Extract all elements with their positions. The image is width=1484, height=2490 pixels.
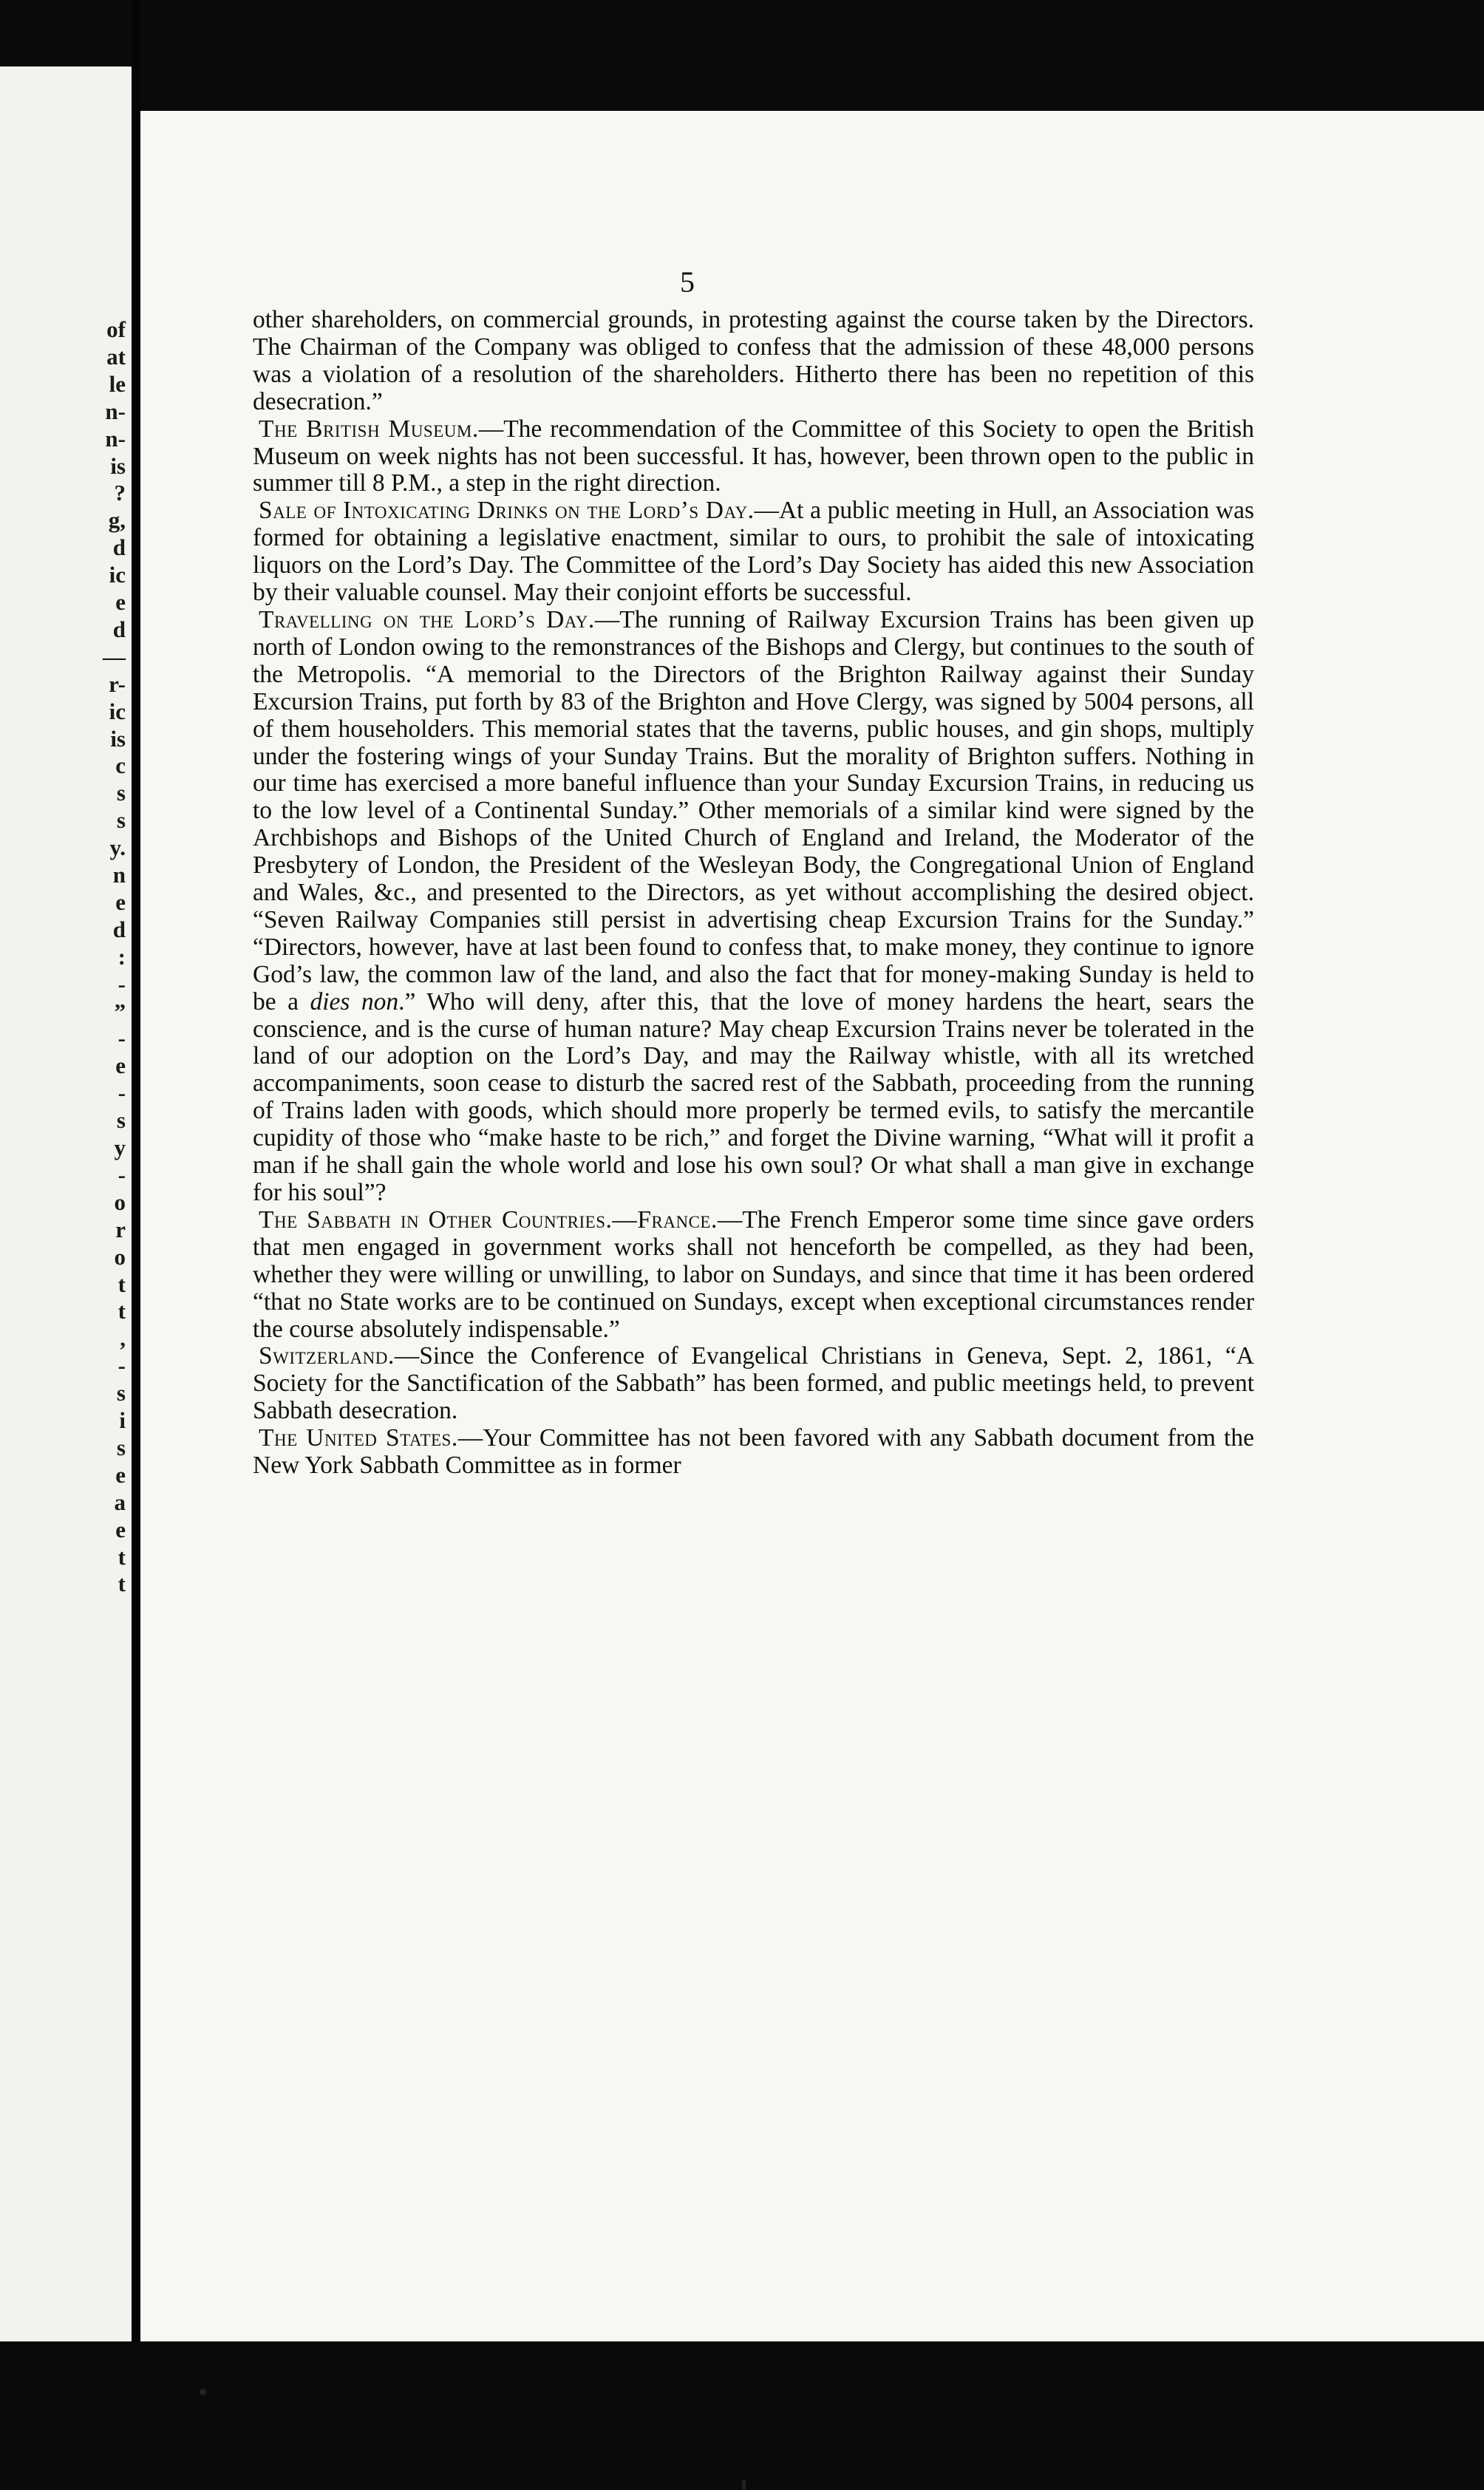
facing-page-fragment: e — [115, 1052, 126, 1079]
facing-page-fragment: at — [106, 343, 126, 370]
facing-page-fragment: s — [116, 780, 126, 806]
facing-page-fragment: is — [110, 725, 126, 752]
facing-page-fragment: - — [118, 1025, 126, 1052]
facing-page-fragment: t — [118, 1543, 126, 1570]
section-heading: The Sabbath in Other Countries.—France. — [259, 1205, 718, 1234]
facing-page-fragment: a — [114, 1489, 126, 1515]
body-paragraph — [253, 416, 1254, 498]
facing-page-fragment: d — [112, 916, 126, 942]
section-heading: Switzerland. — [259, 1342, 395, 1370]
facing-page-fragment: ” — [114, 998, 126, 1024]
paragraph-text: .” Who will deny, after this, that the love of money hardens the heart, sears the conscience, and is the curse of human nature? May cheap Excursion Trains never be tolerated in the land of our adoption on the Lord’s Day, and may the Railway whistle, with all its wretched accompaniments, soon cease to disturb the sacred rest of the Sabbath, proceeding from the running of Trains laden with goods, which should more properly be termed evils, to satisfy the mercantile cupidity of those who “make haste to be rich,” and forget the Divine warning, “What will it profit a man if he shall gain the whole world and lose his own soul? Or what shall a man give in exchange for his soul”? — [253, 987, 1254, 1206]
facing-page-fragment: s — [116, 1107, 126, 1134]
paragraph-text: —The French Emperor some time since gave orders that men engaged in government works shall not henceforth be compelled, as they had been, whether they were willing or unwilling, to labor on Sundays, and since that time it has been ordered “that no State works are to be continued on Sundays, except when exceptional circumstances render the course absolutely indispensable.” — [253, 1205, 1254, 1343]
facing-page-fragment: y. — [109, 834, 126, 861]
facing-page-fragment: c — [115, 752, 126, 779]
facing-page-fragment: of — [106, 316, 126, 342]
facing-page-fragment: r — [115, 1216, 126, 1242]
facing-page-fragment: s — [116, 807, 126, 834]
facing-page-edge — [0, 67, 132, 2341]
section-heading: Sale of Intoxicating Drinks on the Lord’s Day. — [259, 497, 755, 525]
facing-page-fragment: o — [114, 1188, 126, 1215]
paragraph-text: other shareholders, on commercial grounds, in protesting against the course taken by the Directors. The Chairman of the Company was obliged to confess that the admission of these 48,000 persons was a violation of a resolution of the shareholders. Hitherto there has been no repetition of this desecration.” — [253, 306, 1254, 415]
facing-page-fragment: o — [114, 1243, 126, 1270]
facing-page-fragment: r- — [109, 670, 126, 697]
facing-page-fragment: is — [110, 452, 126, 479]
body-paragraph — [253, 1207, 1254, 1344]
facing-page-fragment: t — [118, 1270, 126, 1297]
book-gutter — [132, 0, 140, 2341]
facing-page-fragment: s — [116, 1434, 126, 1460]
facing-page-fragment: e — [115, 1516, 126, 1542]
paragraph-text: —Your Committee has not been favored with any Sabbath document from the New York Sabbath Committee as in former — [253, 1424, 1254, 1480]
facing-page-fragment: le — [109, 370, 126, 397]
page-number: 5 — [680, 265, 695, 299]
facing-page-fragment: i — [119, 1407, 126, 1433]
paragraph-text: —Since the Conference of Evangelical Christians in Geneva, Sept. 2, 1861, “A Society for the Sanctification of the Sabbath” has been formed, and public meetings held, to prevent Sabbath desecration. — [253, 1342, 1254, 1425]
body-paragraph — [253, 497, 1254, 607]
facing-page-fragment: n- — [105, 425, 126, 452]
facing-page-fragment: t — [118, 1298, 126, 1324]
facing-page-fragment: ? — [114, 480, 126, 506]
section-heading: The British Museum. — [259, 415, 479, 443]
body-paragraph — [253, 307, 1254, 416]
section-heading: The United States. — [259, 1424, 458, 1452]
paragraph-text: —The recommendation of the Committee of this Society to open the British Museum on week nights has not been successful. It has, however, been thrown open to the public in summer till 8 P.M., a step in the right direction. — [253, 415, 1255, 497]
paragraph-text: —The running of Railway Excursion Trains has been given up north of London owing to the remonstrances of the Bishops and Clergy, but continues to the south of the Metropolis. “A memorial to the Directors of the Brighton Railway against their Sunday Excursion Trains, put forth by 83 of the Brighton and Hove Clergy, was signed by 5004 persons, all of them householders. This memorial states that the taverns, public houses, and gin shops, multiply under the fostering wings of your Sunday Trains. But the morality of Brighton suffers. Nothing in our time has exercised a more baneful influence than your Sunday Excursion Trains, in reducing us to the low level of a Continental Sunday.” Other memorials of a similar kind were signed by the Archbishops and Bishops of the United Church of England and Ireland, the Moderator of the Presbytery of London, the President of the Wesleyan Body, the Congregational Union of England and Wales, &c., and presented to the Directors, as yet without accomplishing the desired object. “Seven Railway Companies still persist in advertising cheap Excursion Trains for the Sunday.” “Directors, however, have at last been found to confess that, to make money, they continue to ignore God’s law, the common law of the land, and also the fact that for money-making Sunday is held to be a — [253, 605, 1254, 1016]
body-paragraph — [253, 1343, 1254, 1425]
facing-page-fragment: - — [118, 1080, 126, 1106]
facing-page-fragment: s — [116, 1380, 126, 1406]
facing-page-fragment: t — [118, 1571, 126, 1597]
ink-speck — [200, 2389, 206, 2395]
facing-page-fragment: e — [115, 888, 126, 915]
facing-page-fragment: - — [118, 1161, 126, 1188]
page-body-text — [253, 307, 1254, 1480]
facing-page-fragment: d — [112, 534, 126, 561]
facing-page-fragment: — — [103, 643, 126, 670]
body-paragraph — [253, 607, 1254, 1207]
facing-page-fragment: n — [112, 862, 126, 888]
facing-page-fragment: e — [115, 1461, 126, 1488]
facing-page-fragment: - — [118, 970, 126, 997]
facing-page-fragment: y — [114, 1135, 126, 1160]
facing-page-fragment: g, — [108, 507, 126, 534]
facing-page-fragment: ic — [109, 698, 126, 724]
paragraph-text: —At a public meeting in Hull, an Association was formed for obtaining a legislative enactment, similar to ours, to prohibit the sale of intoxicating liquors on the Lord’s Day. The Committee of the Lord’s Day Society has aided this new Association by their valuable counsel. May their conjoint efforts be successful. — [253, 497, 1254, 607]
ink-speck — [742, 2480, 746, 2490]
italic-phrase: dies non — [310, 987, 399, 1016]
facing-page-fragment: ic — [109, 562, 126, 588]
body-paragraph — [253, 1425, 1254, 1480]
facing-page-fragment: d — [112, 616, 126, 642]
facing-page-fragment: e — [115, 589, 126, 615]
facing-page-fragment: : — [118, 943, 126, 970]
book-page — [140, 111, 1484, 2341]
facing-page-fragment: - — [118, 1353, 126, 1379]
section-heading: Travelling on the Lord’s Day. — [259, 605, 595, 633]
facing-page-fragment: n- — [105, 398, 126, 424]
facing-page-fragment: , — [120, 1325, 126, 1352]
